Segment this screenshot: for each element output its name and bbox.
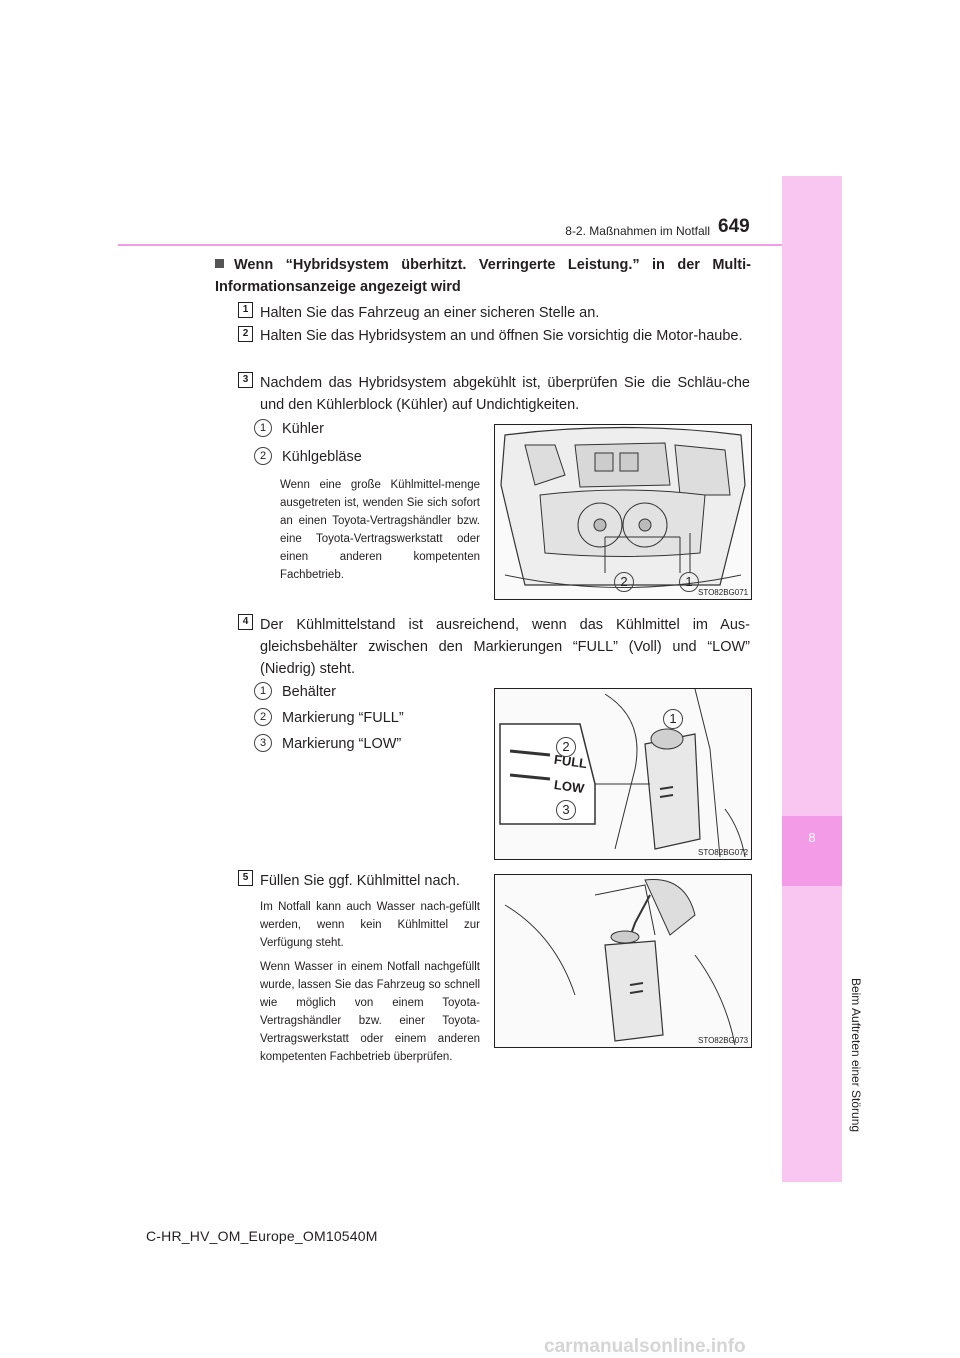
coolant-refill-illustration [494,874,752,1048]
callout-label: Markierung “LOW” [282,736,402,752]
low-mark-label: LOW [553,776,586,797]
step-text-5: Füllen Sie ggf. Kühlmittel nach. [260,873,460,889]
subheading [215,254,751,298]
chapter-label: Beim Auftreten einer Störung [849,977,863,1133]
figure-callout-1: 1 [663,709,683,729]
step-number-4: 4 [238,614,253,630]
callout-label: Kühler [282,421,324,437]
document-footer: C-HR_HV_OM_Europe_OM10540M [146,1228,378,1244]
header-rule [118,244,782,246]
step-text-1: Halten Sie das Fahrzeug an einer sicheren Stelle an. [260,305,600,321]
figure-callout-2: 2 [556,737,576,757]
note-text: Wenn eine große Kühlmittel-menge ausgetreten ist, wenden Sie sich sofort an einen Toyota-Vertragshändler bzw. eine Toyota-Vertragswerkstatt oder einen anderen kompetenten Fachbetrieb. [280,479,480,581]
chapter-tab-number-block [782,816,842,886]
callout-number: 1 [254,419,272,437]
step-text-4: Der Kühlmittelstand ist ausreichend, wenn das Kühlmittel im Aus-gleichsbehälter zwischen den Markierungen “FULL” (Voll) und “LOW” (Niedrig) steht. [260,617,750,677]
callout-number: 2 [254,708,272,726]
full-mark-label: FULL [553,751,589,772]
step-number-3: 3 [238,372,253,388]
callout-number: 1 [254,682,272,700]
page-number: 649 [718,216,750,237]
step-text-3: Nachdem das Hybridsystem abgekühlt ist, überprüfen Sie die Schläu-che und den Kühlerblock (Kühler) auf Undichtigkeiten. [260,375,750,413]
figure-code: STO82BG072 [698,848,749,857]
step-text-2: Halten Sie das Hybridsystem an und öffnen Sie vorsichtig die Motor-haube. [260,328,743,344]
watermark: carmanualsonline.info [544,1336,746,1357]
callout-number: 2 [254,447,272,465]
note-text: Im Notfall kann auch Wasser nach-gefüllt werden, wenn kein Kühlmittel zur Verfügung steht. [260,901,480,949]
step-number-1: 1 [238,302,253,318]
step-number-5: 5 [238,870,253,886]
coolant-reservoir-illustration [494,688,752,860]
figure-code: STO82BG071 [698,588,749,597]
figure-callout-2: 2 [614,572,634,592]
callout-label: Behälter [282,684,337,700]
callout-label: Markierung “FULL” [282,710,404,726]
chapter-tab [782,176,842,1182]
note-text: Wenn Wasser in einem Notfall nachgefüllt wurde, lassen Sie das Fahrzeug so schnell wie möglich von einem Toyota-Vertragshändler bzw. einer Toyota-Vertragswerkstatt oder einem anderen kompetenten Fachbetrieb überprüfen. [260,961,480,1063]
section-title: 8-2. Maßnahmen im Notfall [565,224,710,238]
callout-label: Kühlgebläse [282,449,362,465]
subheading-text: Wenn “Hybridsystem überhitzt. Verringerte Leistung.” in der Multi-Informationsanzeige angezeigt wird [215,257,751,295]
bullet-square-icon [215,259,224,268]
figure-callout-1: 1 [679,572,699,592]
figure-code: STO82BG073 [698,1036,749,1045]
figure-callout-3: 3 [556,800,576,820]
step-number-2: 2 [238,326,253,342]
callout-number: 3 [254,734,272,752]
chapter-number: 8 [808,830,816,845]
